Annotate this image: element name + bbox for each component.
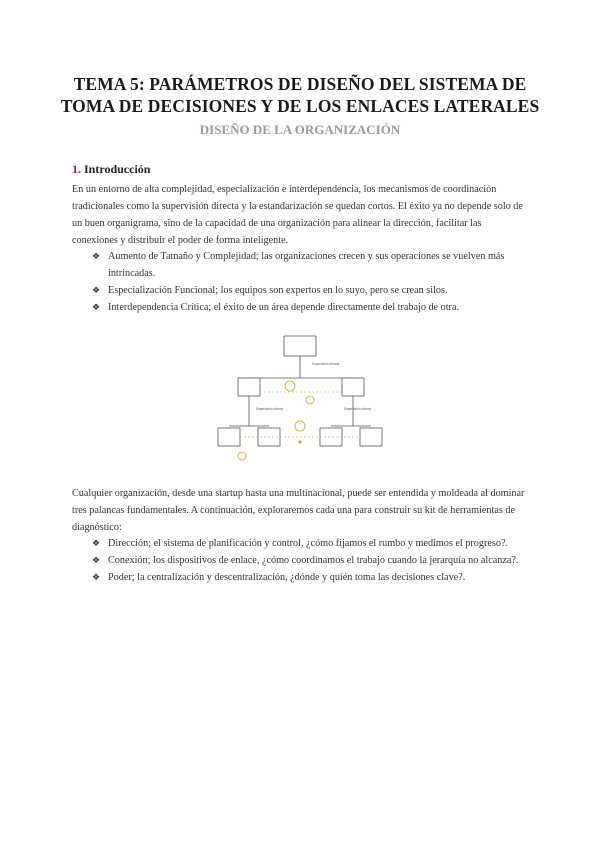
link-icon <box>299 441 302 444</box>
middle-box-right <box>342 378 364 396</box>
closing-bullet-list <box>92 535 532 586</box>
diamond-bullet-icon: ❖ <box>92 302 101 312</box>
label-top: Supervisión directa <box>312 362 340 366</box>
link-icon <box>295 421 305 431</box>
bottom-box-4 <box>360 428 382 446</box>
closing-paragraph: Cualquier organización, desde una startup hasta una multinacional, puede ser entendida y moldeada al dominar tres palancas fundamentales. A continuación, exploraremos cada una para construir su kit de herramientas de diagnóstico: <box>72 488 525 533</box>
list-item <box>92 535 532 552</box>
section-heading <box>72 162 150 177</box>
list-item-text: Especialización Funcional; los equipos son expertos en lo suyo, pero se crean silos. <box>108 285 448 296</box>
section-number: 1. <box>72 162 81 176</box>
diamond-bullet-icon: ❖ <box>92 555 101 565</box>
list-item <box>92 299 532 316</box>
intro-paragraph: En un entorno de alta complejidad, especialización e interdependencia, los mecanismos de coordinación tradicionales como la supervisión directa y la estandarización se quedan cortos. El éxito ya no depende solo de un buen organigrama, sino de la capacidad de una organización para alinear la dirección, facilitar las conexiones y distribuir el poder de forma inteligente. <box>72 184 523 246</box>
coordination-diagram <box>212 330 388 466</box>
diamond-bullet-icon: ❖ <box>92 572 101 582</box>
list-item-text: Dirección; el sistema de planificación y control, ¿cómo fijamos el rumbo y medimos el progreso?. <box>108 538 509 549</box>
middle-box-left <box>238 378 260 396</box>
diamond-bullet-icon: ❖ <box>92 251 101 261</box>
label-right: Supervisión directa <box>344 407 372 411</box>
bottom-box-1 <box>218 428 240 446</box>
diamond-bullet-icon: ❖ <box>92 285 101 295</box>
list-item-text: Conexión; los dispositivos de enlace, ¿cómo coordinamos el trabajo cuando la jerarquía no alcanza?. <box>108 555 519 566</box>
bottom-box-3 <box>320 428 342 446</box>
org-chart-figure <box>212 330 388 466</box>
intro-bullet-list <box>92 248 532 316</box>
link-icon <box>306 396 314 404</box>
list-item-text: Interdependencia Crítica; el éxito de un área depende directamente del trabajo de otra. <box>108 302 460 313</box>
link-icon <box>238 452 246 460</box>
page-title-line-2: TOMA DE DECISIONES Y DE LOS ENLACES LATERALES <box>60 96 540 116</box>
list-item <box>92 282 532 299</box>
top-box <box>284 336 316 356</box>
page-subtitle: DISEÑO DE LA ORGANIZACIÓN <box>199 122 401 137</box>
list-item <box>92 552 532 569</box>
list-item <box>92 569 532 586</box>
page-title-line-1: TEMA 5: PARÁMETROS DE DISEÑO DEL SISTEMA DE <box>73 74 527 94</box>
list-item <box>92 248 532 282</box>
label-left: Supervisión directa <box>256 407 284 411</box>
list-item-text: Poder; la centralización y descentralización, ¿dónde y quién toma las decisiones clave?. <box>108 572 466 583</box>
section-title: Introducción <box>84 162 151 176</box>
link-icon <box>285 381 295 391</box>
list-item-text: Aumento de Tamaño y Complejidad; las organizaciones crecen y sus operaciones se vuelven más intrincadas. <box>108 251 505 279</box>
diamond-bullet-icon: ❖ <box>92 538 101 548</box>
